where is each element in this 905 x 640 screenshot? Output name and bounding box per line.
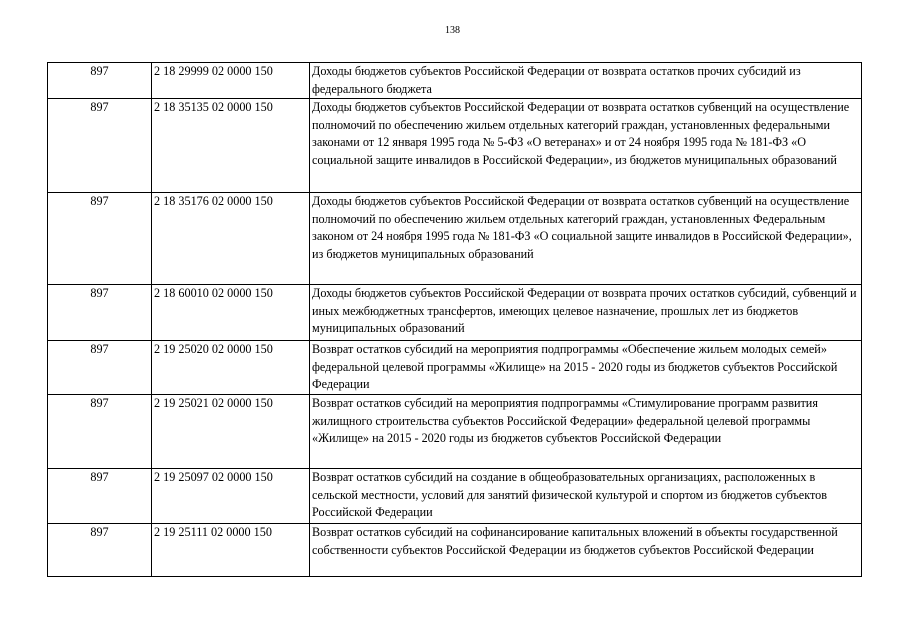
budget-code-cell: 2 18 35135 02 0000 150 [152,99,310,193]
table-row [48,524,862,577]
table-row [48,285,862,341]
budget-code-cell: 2 19 25020 02 0000 150 [152,341,310,395]
admin-code-cell: 897 [48,395,152,469]
budget-code-cell: 2 18 60010 02 0000 150 [152,285,310,341]
budget-code-cell: 2 19 25097 02 0000 150 [152,469,310,524]
income-name-cell: Возврат остатков субсидий на мероприятия подпрограммы «Обеспечение жильем молодых семей» федеральной целевой программы «Жилище» на 2015 - 2020 годы из бюджетов субъектов Российской Федерации [310,341,862,395]
table-row [48,341,862,395]
budget-classification-table [47,62,862,577]
admin-code-cell: 897 [48,193,152,285]
table-row [48,63,862,99]
income-name-cell: Доходы бюджетов субъектов Российской Федерации от возврата остатков субвенций на осуществление полномочий по обеспечению жильем отдельных категорий граждан, установленных федеральными законами от 12 января 1995 года № 5-ФЗ «О ветеранах» и от 24 ноября 1995 года № 181-ФЗ «О социальной защите инвалидов в Российской Федерации», из бюджетов муниципальных образований [310,99,862,193]
income-name-cell: Возврат остатков субсидий на софинансирование капитальных вложений в объекты государственной собственности субъектов Российской Федерации из бюджетов субъектов Российской Федерации [310,524,862,577]
income-name-cell: Возврат остатков субсидий на создание в общеобразовательных организациях, расположенных в сельской местности, условий для занятий физической культурой и спортом из бюджетов субъектов Российской Федерации [310,469,862,524]
admin-code-cell: 897 [48,341,152,395]
admin-code-cell: 897 [48,469,152,524]
budget-code-cell: 2 18 29999 02 0000 150 [152,63,310,99]
admin-code-cell: 897 [48,99,152,193]
table-row [48,193,862,285]
table-row [48,469,862,524]
page-number: 138 [445,25,460,36]
table-row [48,395,862,469]
table-row [48,99,862,193]
budget-code-cell: 2 18 35176 02 0000 150 [152,193,310,285]
budget-code-cell: 2 19 25111 02 0000 150 [152,524,310,577]
income-name-cell: Доходы бюджетов субъектов Российской Федерации от возврата прочих остатков субсидий, субвенций и иных межбюджетных трансфертов, имеющих целевое назначение, прошлых лет из бюджетов муниципальных образований [310,285,862,341]
income-name-cell: Возврат остатков субсидий на мероприятия подпрограммы «Стимулирование программ развития жилищного строительства субъектов Российской Федерации» федеральной целевой программы «Жилище» на 2015 - 2020 годы из бюджетов субъектов Российской Федерации [310,395,862,469]
admin-code-cell: 897 [48,63,152,99]
income-name-cell: Доходы бюджетов субъектов Российской Федерации от возврата остатков субвенций на осуществление полномочий по обеспечению жильем отдельных категорий граждан, установленных Федеральным законом от 24 ноября 1995 года № 181-ФЗ «О социальной защите инвалидов в Российской Федерации», из бюджетов муниципальных образований [310,193,862,285]
admin-code-cell: 897 [48,285,152,341]
income-name-cell: Доходы бюджетов субъектов Российской Федерации от возврата остатков прочих субсидий из федерального бюджета [310,63,862,99]
budget-code-cell: 2 19 25021 02 0000 150 [152,395,310,469]
admin-code-cell: 897 [48,524,152,577]
